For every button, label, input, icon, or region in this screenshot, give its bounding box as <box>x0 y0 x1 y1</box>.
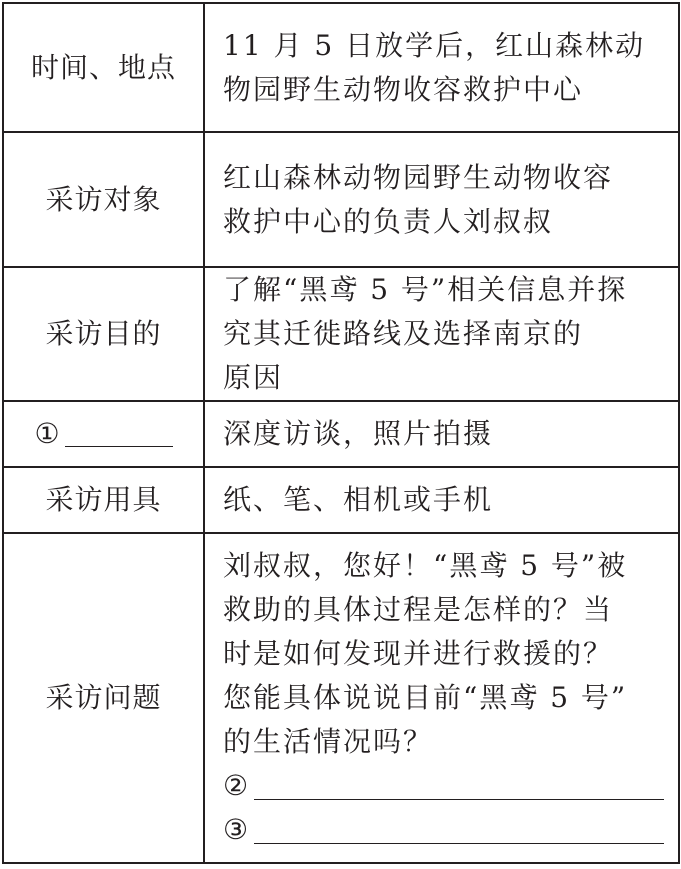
content-line: 时是如何发现并进行救援的？ <box>223 637 614 670</box>
interview-plan-table <box>2 2 680 864</box>
row-content-purpose <box>204 267 679 401</box>
answer-blank-2[interactable] <box>254 767 664 800</box>
answer-blank-3[interactable] <box>254 811 664 844</box>
table-row <box>3 401 679 467</box>
table-row <box>3 3 679 132</box>
row-content-time-place <box>204 3 679 132</box>
table-row <box>3 267 679 401</box>
content-line: 救助的具体过程是怎样的？当 <box>223 593 614 626</box>
row-label-purpose: 采访目的 <box>3 267 204 401</box>
blank-marker-3: ③ <box>223 813 251 846</box>
answer-blank-1[interactable] <box>65 416 173 447</box>
blank-marker-1: ① <box>34 417 61 450</box>
blank-marker-2: ② <box>223 769 251 802</box>
row-label-time-place: 时间、地点 <box>3 3 204 132</box>
row-content-interviewee <box>204 132 679 267</box>
content-line: 纸、笔、相机或手机 <box>223 483 494 516</box>
row-label-method-blank <box>3 401 204 467</box>
content-line: 红山森林动物园野生动物收容 <box>223 160 614 194</box>
row-content-method <box>204 401 679 467</box>
content-line: 原因 <box>223 361 284 394</box>
row-label-questions: 采访问题 <box>3 533 204 863</box>
answer-line-2 <box>223 764 664 808</box>
answer-line-3 <box>223 808 664 852</box>
table-row <box>3 467 679 533</box>
table-row <box>3 533 679 863</box>
content-line: 究其迁徙路线及选择南京的 <box>223 317 584 350</box>
content-line: 物园野生动物收容救护中心 <box>223 72 584 106</box>
row-content-questions <box>204 533 679 863</box>
content-line: 刘叔叔，您好！“黑鸢 5 号”被 <box>223 549 628 582</box>
content-line: 了解“黑鸢 5 号”相关信息并探 <box>223 273 628 306</box>
table-row <box>3 132 679 267</box>
content-line: 11 月 5 日放学后，红山森林动 <box>223 28 646 62</box>
content-line: 的生活情况吗？ <box>223 725 434 758</box>
content-line: 您能具体说说目前“黑鸢 5 号” <box>223 681 628 714</box>
row-label-tools: 采访用具 <box>3 467 204 533</box>
content-line: 深度访谈，照片拍摄 <box>223 417 494 450</box>
row-content-tools <box>204 467 679 533</box>
row-label-interviewee: 采访对象 <box>3 132 204 267</box>
content-line: 救护中心的负责人刘叔叔 <box>223 204 554 238</box>
